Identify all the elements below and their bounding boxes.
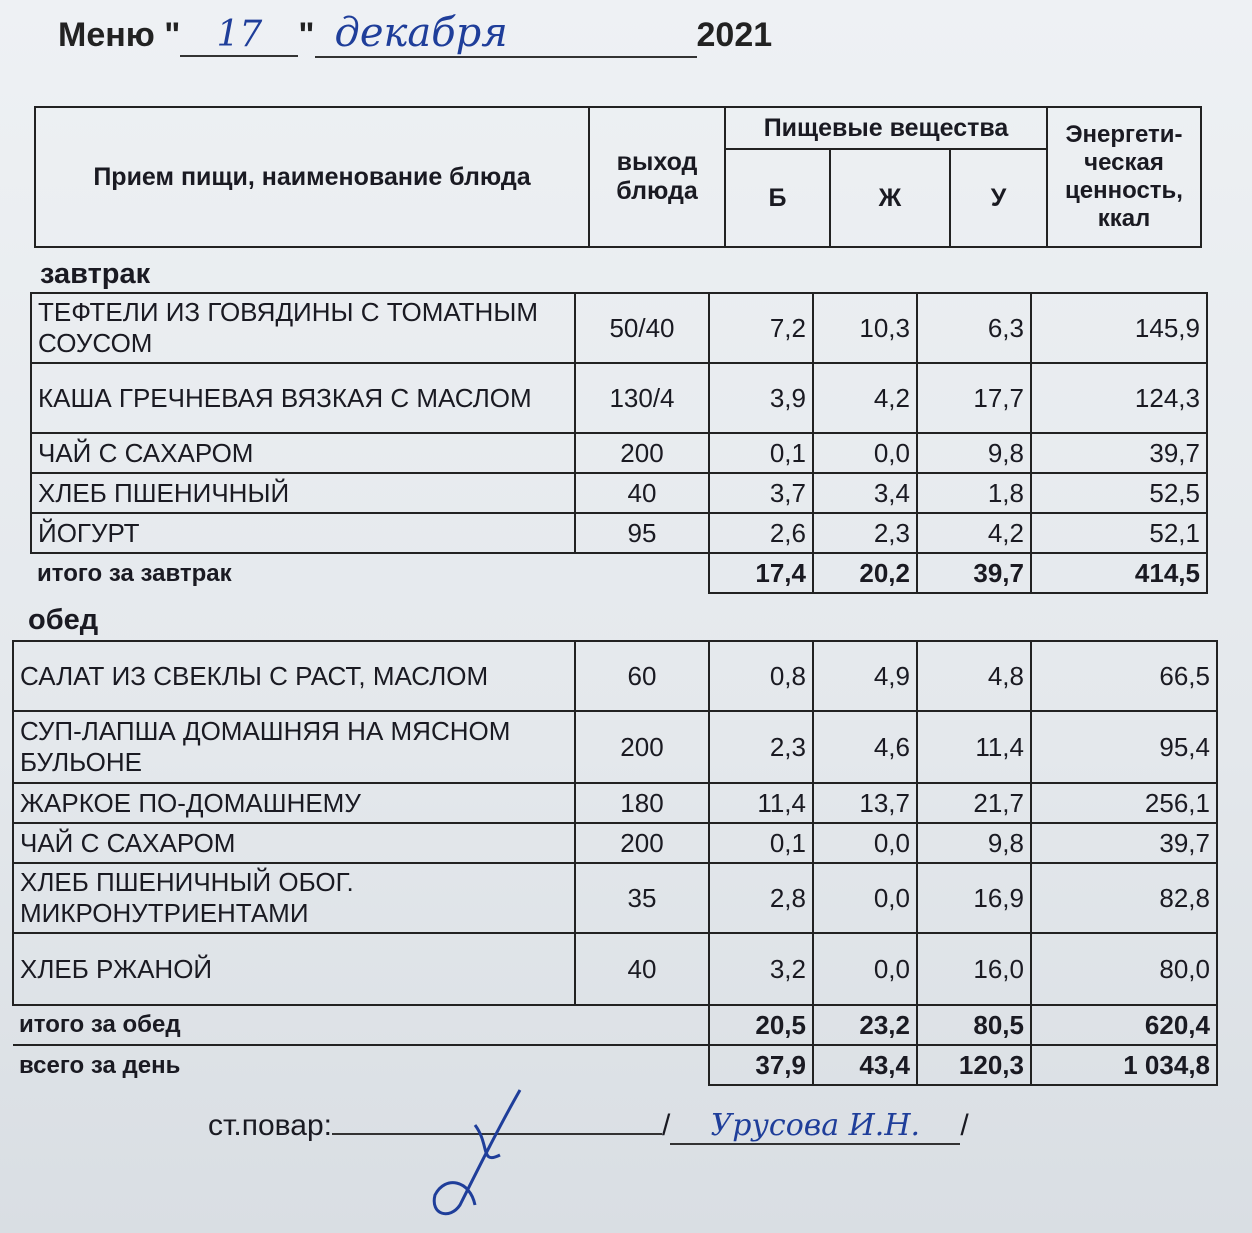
cell-b: 2,8 — [709, 863, 813, 933]
cell-zh: 0,0 — [813, 863, 917, 933]
table-row — [13, 823, 1217, 863]
cell-yield: 130/4 — [575, 363, 709, 433]
cell-yield: 180 — [575, 783, 709, 823]
cell-zh: 4,9 — [813, 641, 917, 711]
cell-name: ХЛЕБ ПШЕНИЧНЫЙ — [31, 473, 575, 513]
cell-yield: 40 — [575, 473, 709, 513]
header-quote: " — [298, 16, 315, 54]
cell-u: 9,8 — [917, 823, 1031, 863]
cell-kcal: 80,0 — [1031, 933, 1217, 1005]
header-year: 2021 — [696, 16, 773, 54]
footer-sep: / — [661, 1109, 671, 1142]
breakfast-table — [30, 292, 1208, 594]
table-row — [13, 863, 1217, 933]
cell-u: 16,0 — [917, 933, 1031, 1005]
cell-zh: 4,2 — [813, 363, 917, 433]
cell-b: 7,2 — [709, 293, 813, 363]
cell-b: 3,9 — [709, 363, 813, 433]
col-energy: Энергети-ческая ценность, ккал — [1047, 107, 1201, 247]
total-u: 120,3 — [917, 1045, 1031, 1085]
cell-kcal: 39,7 — [1031, 433, 1207, 473]
cell-yield: 95 — [575, 513, 709, 553]
cell-u: 21,7 — [917, 783, 1031, 823]
cell-zh: 13,7 — [813, 783, 917, 823]
cell-u: 16,9 — [917, 863, 1031, 933]
total-b: 37,9 — [709, 1045, 813, 1085]
cell-name: САЛАТ ИЗ СВЕКЛЫ С РАСТ, МАСЛОМ — [13, 641, 575, 711]
cell-b: 0,1 — [709, 823, 813, 863]
footer-end: / — [960, 1109, 969, 1142]
columns-header-table — [34, 106, 1202, 248]
cell-kcal: 52,5 — [1031, 473, 1207, 513]
cell-u: 17,7 — [917, 363, 1031, 433]
cell-name: ЖАРКОЕ ПО-ДОМАШНЕМУ — [13, 783, 575, 823]
signature-scribble — [390, 1085, 550, 1225]
cell-name: СУП-ЛАПША ДОМАШНЯЯ НА МЯСНОМ БУЛЬОНЕ — [13, 711, 575, 783]
table-row — [13, 783, 1217, 823]
menu-header — [58, 10, 772, 58]
cell-b: 2,3 — [709, 711, 813, 783]
total-zh: 43,4 — [813, 1045, 917, 1085]
header-prefix: Меню " — [58, 16, 181, 54]
total-zh: 20,2 — [813, 553, 917, 593]
table-row — [31, 293, 1207, 363]
cook-name: Урусова И.Н. — [670, 1108, 960, 1145]
cell-u: 11,4 — [917, 711, 1031, 783]
cell-kcal: 95,4 — [1031, 711, 1217, 783]
table-row — [31, 473, 1207, 513]
cell-kcal: 124,3 — [1031, 363, 1207, 433]
cell-u: 9,8 — [917, 433, 1031, 473]
total-u: 39,7 — [917, 553, 1031, 593]
cell-kcal: 66,5 — [1031, 641, 1217, 711]
cell-yield: 200 — [575, 711, 709, 783]
cell-yield: 60 — [575, 641, 709, 711]
footer-label: ст.повар: — [208, 1109, 332, 1142]
header-day: 17 — [180, 14, 298, 57]
lunch-table — [12, 640, 1218, 1086]
cell-name: ТЕФТЕЛИ ИЗ ГОВЯДИНЫ С ТОМАТНЫМ СОУСОМ — [31, 293, 575, 363]
header-month: декабря — [315, 10, 697, 58]
col-b: Б — [725, 149, 830, 247]
cell-u: 6,3 — [917, 293, 1031, 363]
cell-zh: 2,3 — [813, 513, 917, 553]
total-kcal: 620,4 — [1031, 1005, 1217, 1045]
cell-u: 4,8 — [917, 641, 1031, 711]
section-lunch: обед — [28, 604, 99, 636]
col-zh: Ж — [830, 149, 950, 247]
cell-b: 2,6 — [709, 513, 813, 553]
cell-name: ХЛЕБ ПШЕНИЧНЫЙ ОБОГ. МИКРОНУТРИЕНТАМИ — [13, 863, 575, 933]
section-breakfast: завтрак — [40, 258, 151, 290]
cell-zh: 0,0 — [813, 933, 917, 1005]
total-label: итого за обед — [13, 1005, 709, 1045]
cell-kcal: 82,8 — [1031, 863, 1217, 933]
total-zh: 23,2 — [813, 1005, 917, 1045]
cell-name: ЧАЙ С САХАРОМ — [13, 823, 575, 863]
table-row — [31, 363, 1207, 433]
total-kcal: 414,5 — [1031, 553, 1207, 593]
cell-u: 4,2 — [917, 513, 1031, 553]
col-u: У — [950, 149, 1047, 247]
total-row — [13, 1005, 1217, 1045]
cell-yield: 35 — [575, 863, 709, 933]
total-row — [13, 1045, 1217, 1085]
table-row — [31, 433, 1207, 473]
cell-name: ХЛЕБ РЖАНОЙ — [13, 933, 575, 1005]
cell-name: ЧАЙ С САХАРОМ — [31, 433, 575, 473]
total-b: 20,5 — [709, 1005, 813, 1045]
footer-signature — [208, 1108, 969, 1145]
cell-b: 0,8 — [709, 641, 813, 711]
total-row — [31, 553, 1207, 593]
col-name: Прием пищи, наименование блюда — [35, 107, 589, 247]
cell-zh: 0,0 — [813, 823, 917, 863]
cell-kcal: 145,9 — [1031, 293, 1207, 363]
cell-b: 0,1 — [709, 433, 813, 473]
cell-name: КАША ГРЕЧНЕВАЯ ВЯЗКАЯ С МАСЛОМ — [31, 363, 575, 433]
cell-yield: 40 — [575, 933, 709, 1005]
col-yield: выход блюда — [589, 107, 725, 247]
cell-b: 3,7 — [709, 473, 813, 513]
total-kcal: 1 034,8 — [1031, 1045, 1217, 1085]
cell-u: 1,8 — [917, 473, 1031, 513]
total-b: 17,4 — [709, 553, 813, 593]
col-nutrients: Пищевые вещества — [725, 107, 1047, 149]
cell-yield: 200 — [575, 433, 709, 473]
total-label: всего за день — [13, 1045, 709, 1085]
cell-zh: 3,4 — [813, 473, 917, 513]
cell-name: ЙОГУРТ — [31, 513, 575, 553]
cell-kcal: 39,7 — [1031, 823, 1217, 863]
cell-zh: 4,6 — [813, 711, 917, 783]
table-row — [31, 513, 1207, 553]
cell-yield: 200 — [575, 823, 709, 863]
total-u: 80,5 — [917, 1005, 1031, 1045]
table-row — [13, 933, 1217, 1005]
table-row — [13, 711, 1217, 783]
table-row — [13, 641, 1217, 711]
cell-zh: 10,3 — [813, 293, 917, 363]
cell-b: 3,2 — [709, 933, 813, 1005]
cell-b: 11,4 — [709, 783, 813, 823]
cell-kcal: 52,1 — [1031, 513, 1207, 553]
cell-yield: 50/40 — [575, 293, 709, 363]
cell-kcal: 256,1 — [1031, 783, 1217, 823]
cell-zh: 0,0 — [813, 433, 917, 473]
total-label: итого за завтрак — [31, 553, 709, 593]
